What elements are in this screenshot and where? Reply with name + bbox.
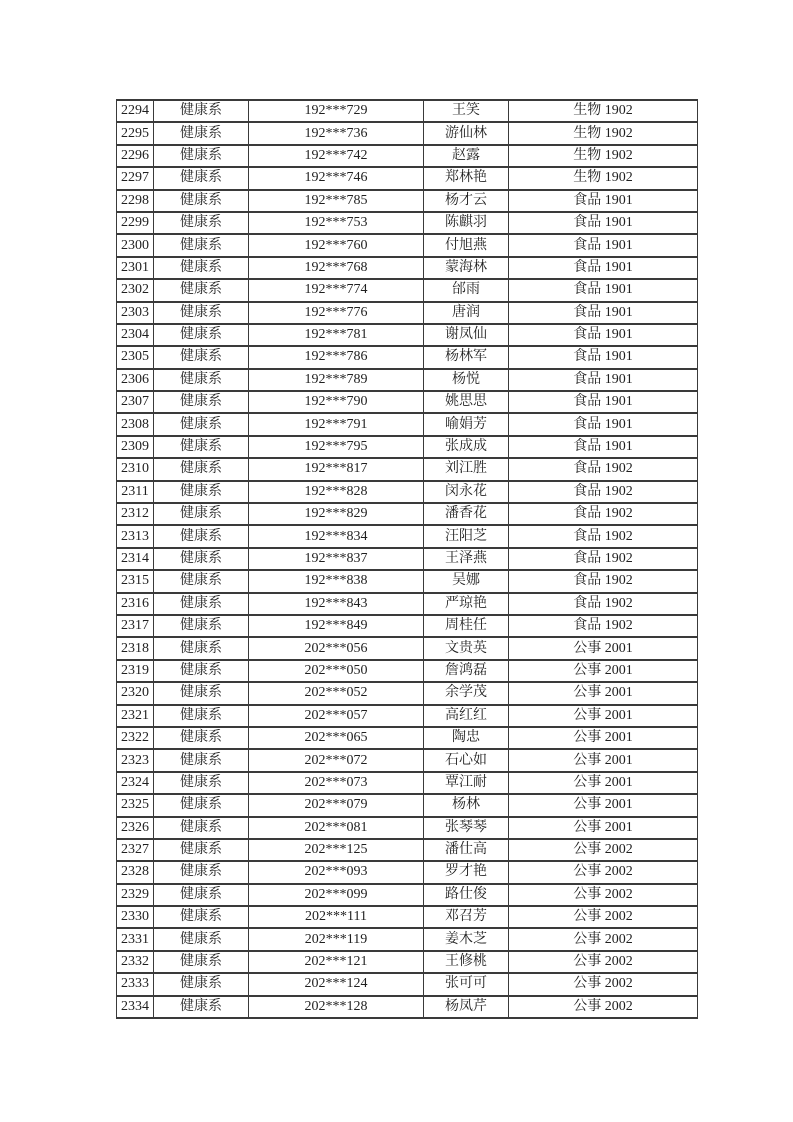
cell-student-id: 192***838: [249, 570, 424, 592]
table-row: [117, 190, 698, 212]
cell-name: 潘香花: [424, 503, 509, 525]
cell-student-id: 192***795: [249, 436, 424, 458]
cell-name: 张琴琴: [424, 817, 509, 839]
cell-name: 姜木芝: [424, 928, 509, 950]
table-row: [117, 167, 698, 189]
cell-student-id: 202***111: [249, 906, 424, 928]
cell-department: 健康系: [154, 369, 249, 391]
cell-index: 2294: [117, 100, 154, 122]
cell-name: 张可可: [424, 973, 509, 995]
cell-department: 健康系: [154, 637, 249, 659]
student-roster-table: [116, 99, 698, 1019]
cell-class: 生物 1902: [509, 167, 698, 189]
cell-student-id: 192***760: [249, 234, 424, 256]
cell-department: 健康系: [154, 861, 249, 883]
cell-name: 高红红: [424, 705, 509, 727]
cell-index: 2321: [117, 705, 154, 727]
table-row: [117, 525, 698, 547]
cell-student-id: 192***746: [249, 167, 424, 189]
cell-student-id: 202***052: [249, 682, 424, 704]
cell-student-id: 202***119: [249, 928, 424, 950]
table-row: [117, 839, 698, 861]
cell-department: 健康系: [154, 951, 249, 973]
cell-index: 2327: [117, 839, 154, 861]
cell-student-id: 192***789: [249, 369, 424, 391]
cell-department: 健康系: [154, 749, 249, 771]
cell-student-id: 192***753: [249, 212, 424, 234]
cell-name: 杨林军: [424, 346, 509, 368]
cell-name: 谢凤仙: [424, 324, 509, 346]
cell-index: 2320: [117, 682, 154, 704]
cell-class: 食品 1902: [509, 458, 698, 480]
cell-student-id: 192***791: [249, 413, 424, 435]
cell-index: 2332: [117, 951, 154, 973]
cell-class: 食品 1902: [509, 548, 698, 570]
table-row: [117, 906, 698, 928]
cell-name: 罗才艳: [424, 861, 509, 883]
cell-class: 公事 2002: [509, 839, 698, 861]
cell-class: 公事 2001: [509, 660, 698, 682]
cell-index: 2323: [117, 749, 154, 771]
table-row: [117, 212, 698, 234]
cell-name: 路仕俊: [424, 884, 509, 906]
cell-department: 健康系: [154, 100, 249, 122]
table-row: [117, 660, 698, 682]
cell-student-id: 202***099: [249, 884, 424, 906]
table-row: [117, 548, 698, 570]
cell-index: 2329: [117, 884, 154, 906]
cell-name: 张成成: [424, 436, 509, 458]
cell-student-id: 202***050: [249, 660, 424, 682]
cell-class: 公事 2001: [509, 727, 698, 749]
cell-class: 食品 1901: [509, 279, 698, 301]
cell-name: 邓召芳: [424, 906, 509, 928]
table-row: [117, 122, 698, 144]
cell-name: 杨悦: [424, 369, 509, 391]
cell-department: 健康系: [154, 682, 249, 704]
table-row: [117, 884, 698, 906]
table-row: [117, 705, 698, 727]
cell-index: 2302: [117, 279, 154, 301]
cell-index: 2297: [117, 167, 154, 189]
cell-student-id: 202***072: [249, 749, 424, 771]
cell-index: 2325: [117, 794, 154, 816]
cell-index: 2303: [117, 302, 154, 324]
table-row: [117, 772, 698, 794]
table-row: [117, 996, 698, 1018]
table-row: [117, 279, 698, 301]
cell-index: 2295: [117, 122, 154, 144]
cell-index: 2322: [117, 727, 154, 749]
cell-name: 吴娜: [424, 570, 509, 592]
cell-index: 2330: [117, 906, 154, 928]
cell-index: 2310: [117, 458, 154, 480]
cell-name: 杨凤芹: [424, 996, 509, 1018]
cell-student-id: 192***849: [249, 615, 424, 637]
table-row: [117, 570, 698, 592]
cell-department: 健康系: [154, 593, 249, 615]
cell-department: 健康系: [154, 817, 249, 839]
cell-student-id: 202***065: [249, 727, 424, 749]
cell-class: 公事 2002: [509, 996, 698, 1018]
cell-department: 健康系: [154, 391, 249, 413]
cell-department: 健康系: [154, 324, 249, 346]
cell-name: 詹鸿磊: [424, 660, 509, 682]
cell-name: 王泽燕: [424, 548, 509, 570]
cell-name: 赵露: [424, 145, 509, 167]
table-row: [117, 346, 698, 368]
cell-department: 健康系: [154, 212, 249, 234]
cell-name: 余学茂: [424, 682, 509, 704]
cell-name: 汪阳芝: [424, 525, 509, 547]
cell-name: 周桂任: [424, 615, 509, 637]
cell-student-id: 192***837: [249, 548, 424, 570]
cell-department: 健康系: [154, 772, 249, 794]
table-row: [117, 302, 698, 324]
cell-department: 健康系: [154, 996, 249, 1018]
cell-index: 2326: [117, 817, 154, 839]
cell-student-id: 192***790: [249, 391, 424, 413]
table-row: [117, 413, 698, 435]
cell-department: 健康系: [154, 525, 249, 547]
cell-student-id: 192***843: [249, 593, 424, 615]
student-roster-body: [117, 100, 698, 1018]
cell-department: 健康系: [154, 302, 249, 324]
cell-name: 王修桃: [424, 951, 509, 973]
cell-index: 2296: [117, 145, 154, 167]
cell-class: 生物 1902: [509, 100, 698, 122]
cell-student-id: 202***081: [249, 817, 424, 839]
cell-index: 2307: [117, 391, 154, 413]
cell-name: 邰雨: [424, 279, 509, 301]
cell-index: 2331: [117, 928, 154, 950]
table-row: [117, 682, 698, 704]
table-row: [117, 928, 698, 950]
cell-class: 公事 2001: [509, 637, 698, 659]
cell-student-id: 202***073: [249, 772, 424, 794]
cell-class: 食品 1901: [509, 369, 698, 391]
cell-department: 健康系: [154, 884, 249, 906]
cell-class: 食品 1902: [509, 503, 698, 525]
cell-student-id: 192***768: [249, 257, 424, 279]
cell-student-id: 192***829: [249, 503, 424, 525]
cell-name: 潘仕高: [424, 839, 509, 861]
cell-department: 健康系: [154, 794, 249, 816]
cell-department: 健康系: [154, 257, 249, 279]
table-row: [117, 794, 698, 816]
cell-name: 覃江耐: [424, 772, 509, 794]
cell-student-id: 202***121: [249, 951, 424, 973]
cell-class: 食品 1901: [509, 436, 698, 458]
cell-index: 2306: [117, 369, 154, 391]
cell-class: 公事 2002: [509, 906, 698, 928]
cell-class: 公事 2001: [509, 817, 698, 839]
table-row: [117, 257, 698, 279]
cell-department: 健康系: [154, 615, 249, 637]
table-row: [117, 145, 698, 167]
cell-name: 蒙海林: [424, 257, 509, 279]
cell-department: 健康系: [154, 481, 249, 503]
cell-name: 喻娟芳: [424, 413, 509, 435]
cell-department: 健康系: [154, 145, 249, 167]
cell-index: 2314: [117, 548, 154, 570]
cell-index: 2309: [117, 436, 154, 458]
cell-student-id: 202***128: [249, 996, 424, 1018]
cell-index: 2308: [117, 413, 154, 435]
cell-class: 食品 1901: [509, 257, 698, 279]
cell-class: 食品 1901: [509, 302, 698, 324]
table-row: [117, 951, 698, 973]
cell-student-id: 192***729: [249, 100, 424, 122]
cell-index: 2316: [117, 593, 154, 615]
cell-class: 生物 1902: [509, 145, 698, 167]
cell-name: 游仙林: [424, 122, 509, 144]
cell-student-id: 202***093: [249, 861, 424, 883]
table-row: [117, 100, 698, 122]
table-row: [117, 727, 698, 749]
table-row: [117, 861, 698, 883]
cell-name: 唐润: [424, 302, 509, 324]
cell-name: 杨才云: [424, 190, 509, 212]
cell-student-id: 192***742: [249, 145, 424, 167]
cell-department: 健康系: [154, 413, 249, 435]
cell-class: 食品 1901: [509, 391, 698, 413]
cell-student-id: 192***774: [249, 279, 424, 301]
cell-student-id: 192***781: [249, 324, 424, 346]
cell-index: 2333: [117, 973, 154, 995]
cell-name: 郑林艳: [424, 167, 509, 189]
cell-student-id: 192***817: [249, 458, 424, 480]
cell-department: 健康系: [154, 167, 249, 189]
cell-index: 2315: [117, 570, 154, 592]
cell-department: 健康系: [154, 548, 249, 570]
cell-class: 公事 2001: [509, 794, 698, 816]
cell-index: 2334: [117, 996, 154, 1018]
table-row: [117, 817, 698, 839]
cell-index: 2317: [117, 615, 154, 637]
cell-index: 2304: [117, 324, 154, 346]
cell-department: 健康系: [154, 503, 249, 525]
table-row: [117, 637, 698, 659]
cell-class: 公事 2001: [509, 772, 698, 794]
table-row: [117, 234, 698, 256]
cell-name: 杨林: [424, 794, 509, 816]
cell-class: 食品 1901: [509, 234, 698, 256]
cell-department: 健康系: [154, 660, 249, 682]
cell-student-id: 192***736: [249, 122, 424, 144]
cell-class: 食品 1902: [509, 615, 698, 637]
cell-student-id: 202***125: [249, 839, 424, 861]
cell-class: 食品 1902: [509, 481, 698, 503]
cell-department: 健康系: [154, 570, 249, 592]
cell-index: 2319: [117, 660, 154, 682]
cell-index: 2313: [117, 525, 154, 547]
cell-index: 2324: [117, 772, 154, 794]
cell-student-id: 202***057: [249, 705, 424, 727]
cell-class: 公事 2001: [509, 749, 698, 771]
cell-class: 食品 1901: [509, 324, 698, 346]
cell-student-id: 192***785: [249, 190, 424, 212]
cell-class: 食品 1901: [509, 212, 698, 234]
cell-department: 健康系: [154, 436, 249, 458]
cell-student-id: 202***056: [249, 637, 424, 659]
cell-name: 姚思思: [424, 391, 509, 413]
cell-name: 严琼艳: [424, 593, 509, 615]
cell-name: 付旭燕: [424, 234, 509, 256]
cell-department: 健康系: [154, 279, 249, 301]
cell-class: 公事 2002: [509, 951, 698, 973]
cell-class: 食品 1902: [509, 570, 698, 592]
cell-class: 公事 2001: [509, 682, 698, 704]
cell-department: 健康系: [154, 727, 249, 749]
cell-name: 刘江胜: [424, 458, 509, 480]
cell-department: 健康系: [154, 234, 249, 256]
cell-student-id: 202***124: [249, 973, 424, 995]
cell-class: 公事 2002: [509, 861, 698, 883]
cell-index: 2300: [117, 234, 154, 256]
cell-department: 健康系: [154, 839, 249, 861]
table-row: [117, 481, 698, 503]
cell-index: 2298: [117, 190, 154, 212]
cell-name: 闵永花: [424, 481, 509, 503]
table-row: [117, 436, 698, 458]
cell-department: 健康系: [154, 928, 249, 950]
cell-class: 公事 2002: [509, 884, 698, 906]
cell-name: 石心如: [424, 749, 509, 771]
cell-student-id: 192***786: [249, 346, 424, 368]
table-row: [117, 324, 698, 346]
cell-class: 食品 1901: [509, 346, 698, 368]
cell-name: 陶忠: [424, 727, 509, 749]
cell-department: 健康系: [154, 458, 249, 480]
cell-student-id: 192***828: [249, 481, 424, 503]
cell-class: 食品 1901: [509, 190, 698, 212]
cell-index: 2311: [117, 481, 154, 503]
cell-index: 2318: [117, 637, 154, 659]
cell-class: 食品 1901: [509, 413, 698, 435]
table-row: [117, 973, 698, 995]
table-row: [117, 391, 698, 413]
cell-class: 生物 1902: [509, 122, 698, 144]
cell-student-id: 192***776: [249, 302, 424, 324]
cell-class: 食品 1902: [509, 525, 698, 547]
table-row: [117, 369, 698, 391]
cell-index: 2328: [117, 861, 154, 883]
cell-student-id: 192***834: [249, 525, 424, 547]
cell-department: 健康系: [154, 906, 249, 928]
cell-class: 食品 1902: [509, 593, 698, 615]
cell-class: 公事 2002: [509, 973, 698, 995]
table-row: [117, 503, 698, 525]
cell-department: 健康系: [154, 190, 249, 212]
cell-department: 健康系: [154, 122, 249, 144]
cell-class: 公事 2002: [509, 928, 698, 950]
cell-department: 健康系: [154, 973, 249, 995]
cell-name: 陈麒羽: [424, 212, 509, 234]
cell-department: 健康系: [154, 346, 249, 368]
cell-index: 2299: [117, 212, 154, 234]
table-row: [117, 458, 698, 480]
table-row: [117, 615, 698, 637]
table-row: [117, 593, 698, 615]
cell-class: 公事 2001: [509, 705, 698, 727]
cell-name: 文贵英: [424, 637, 509, 659]
cell-index: 2305: [117, 346, 154, 368]
table-row: [117, 749, 698, 771]
cell-index: 2301: [117, 257, 154, 279]
cell-department: 健康系: [154, 705, 249, 727]
cell-student-id: 202***079: [249, 794, 424, 816]
cell-name: 王笑: [424, 100, 509, 122]
cell-index: 2312: [117, 503, 154, 525]
